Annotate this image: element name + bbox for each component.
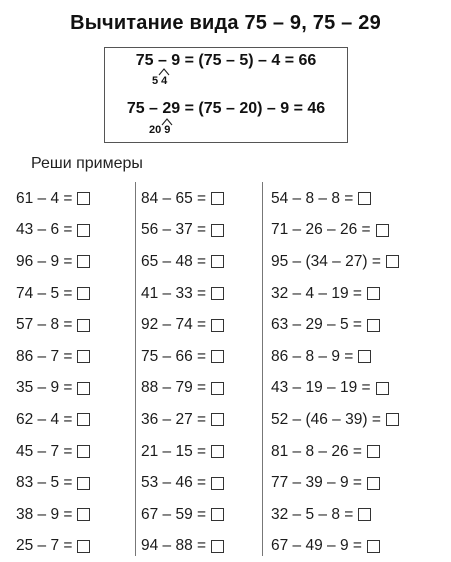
exercise-row [141, 278, 224, 310]
answer-box[interactable] [358, 350, 371, 363]
exercise-text: 38 – 9 = [16, 505, 73, 523]
exercise-text: 65 – 48 = [141, 252, 207, 270]
answer-box[interactable] [211, 255, 224, 268]
exercise-text: 21 – 15 = [141, 442, 207, 460]
exercise-column-1 [16, 183, 90, 562]
exercise-column-2 [141, 183, 224, 562]
exercise-row [16, 404, 90, 436]
exercise-text: 83 – 5 = [16, 474, 73, 492]
exercise-text: 56 – 37 = [141, 221, 207, 239]
exercise-text: 75 – 66 = [141, 347, 207, 365]
exercise-row [271, 309, 399, 341]
answer-box[interactable] [211, 540, 224, 553]
exercise-row [16, 436, 90, 468]
answer-box[interactable] [77, 224, 90, 237]
exercise-text: 57 – 8 = [16, 316, 73, 334]
answer-box[interactable] [376, 382, 389, 395]
exercise-text: 25 – 7 = [16, 537, 73, 555]
answer-box[interactable] [77, 287, 90, 300]
exercise-text: 32 – 4 – 19 = [271, 284, 362, 302]
page-title: Вычитание вида 75 – 9, 75 – 29 [70, 12, 381, 34]
exercise-text: 41 – 33 = [141, 284, 207, 302]
exercise-row [271, 341, 399, 373]
exercise-text: 74 – 5 = [16, 284, 73, 302]
instruction-text: Реши примеры [31, 155, 143, 172]
exercise-text: 95 – (34 – 27) = [271, 252, 381, 270]
exercise-text: 86 – 7 = [16, 347, 73, 365]
exercise-row [271, 467, 399, 499]
exercise-text: 53 – 46 = [141, 474, 207, 492]
answer-box[interactable] [211, 350, 224, 363]
exercise-row [141, 499, 224, 531]
answer-box[interactable] [367, 477, 380, 490]
example-box [104, 47, 348, 143]
exercise-row [141, 183, 224, 215]
answer-box[interactable] [376, 224, 389, 237]
answer-box[interactable] [211, 445, 224, 458]
exercise-text: 67 – 59 = [141, 505, 207, 523]
answer-box[interactable] [386, 255, 399, 268]
answer-box[interactable] [367, 540, 380, 553]
exercise-row [16, 373, 90, 405]
exercise-text: 32 – 5 – 8 = [271, 505, 354, 523]
answer-box[interactable] [77, 350, 90, 363]
exercise-column-3 [271, 183, 399, 562]
exercise-row [271, 215, 399, 247]
answer-box[interactable] [386, 413, 399, 426]
split-parts-2: 20 9 [149, 124, 171, 136]
exercise-text: 86 – 8 – 9 = [271, 347, 354, 365]
answer-box[interactable] [211, 477, 224, 490]
exercise-text: 62 – 4 = [16, 410, 73, 428]
answer-box[interactable] [211, 287, 224, 300]
column-divider [135, 182, 136, 556]
exercise-text: 61 – 4 = [16, 189, 73, 207]
answer-box[interactable] [367, 319, 380, 332]
exercise-row [16, 531, 90, 562]
answer-box[interactable] [367, 445, 380, 458]
exercise-text: 45 – 7 = [16, 442, 73, 460]
answer-box[interactable] [77, 540, 90, 553]
answer-box[interactable] [211, 192, 224, 205]
answer-box[interactable] [211, 224, 224, 237]
exercise-row [16, 278, 90, 310]
exercise-text: 43 – 6 = [16, 221, 73, 239]
answer-box[interactable] [211, 413, 224, 426]
exercise-row [141, 436, 224, 468]
exercise-row [141, 531, 224, 562]
exercise-row [16, 499, 90, 531]
exercise-row [16, 183, 90, 215]
exercise-text: 77 – 39 – 9 = [271, 474, 362, 492]
exercise-row [141, 309, 224, 341]
exercise-row [141, 341, 224, 373]
exercise-text: 84 – 65 = [141, 189, 207, 207]
exercise-text: 63 – 29 – 5 = [271, 316, 362, 334]
exercise-text: 52 – (46 – 39) = [271, 410, 381, 428]
exercise-text: 96 – 9 = [16, 252, 73, 270]
exercise-text: 92 – 74 = [141, 316, 207, 334]
exercise-row [141, 373, 224, 405]
exercise-text: 35 – 9 = [16, 379, 73, 397]
exercise-text: 36 – 27 = [141, 410, 207, 428]
exercise-text: 54 – 8 – 8 = [271, 189, 354, 207]
exercise-row [271, 246, 399, 278]
exercise-row [271, 373, 399, 405]
answer-box[interactable] [77, 477, 90, 490]
answer-box[interactable] [77, 192, 90, 205]
exercise-row [16, 215, 90, 247]
answer-box[interactable] [367, 287, 380, 300]
answer-box[interactable] [77, 319, 90, 332]
exercise-row [271, 183, 399, 215]
exercise-text: 94 – 88 = [141, 537, 207, 555]
example-equation-2: 75 – 29 = (75 – 20) – 9 = 46 [126, 100, 326, 117]
exercise-row [141, 404, 224, 436]
exercise-text: 67 – 49 – 9 = [271, 537, 362, 555]
exercise-row [16, 341, 90, 373]
exercise-row [271, 404, 399, 436]
exercise-row [141, 215, 224, 247]
exercise-row [141, 467, 224, 499]
answer-box[interactable] [77, 382, 90, 395]
example-equation-1: 75 – 9 = (75 – 5) – 4 = 66 [135, 52, 317, 69]
answer-box[interactable] [211, 382, 224, 395]
answer-box[interactable] [77, 445, 90, 458]
answer-box[interactable] [358, 508, 371, 521]
answer-box[interactable] [211, 508, 224, 521]
exercise-text: 71 – 26 – 26 = [271, 221, 371, 239]
answer-box[interactable] [77, 508, 90, 521]
exercise-row [16, 246, 90, 278]
answer-box[interactable] [211, 319, 224, 332]
exercise-text: 81 – 8 – 26 = [271, 442, 362, 460]
answer-box[interactable] [77, 255, 90, 268]
exercise-row [271, 499, 399, 531]
answer-box[interactable] [358, 192, 371, 205]
answer-box[interactable] [77, 413, 90, 426]
exercise-row [141, 246, 224, 278]
column-divider [262, 182, 263, 556]
exercise-row [271, 531, 399, 562]
exercise-row [271, 278, 399, 310]
exercise-text: 43 – 19 – 19 = [271, 379, 371, 397]
exercise-text: 88 – 79 = [141, 379, 207, 397]
exercise-row [16, 467, 90, 499]
split-parts-1: 5 4 [152, 75, 168, 87]
exercise-row [271, 436, 399, 468]
exercise-row [16, 309, 90, 341]
